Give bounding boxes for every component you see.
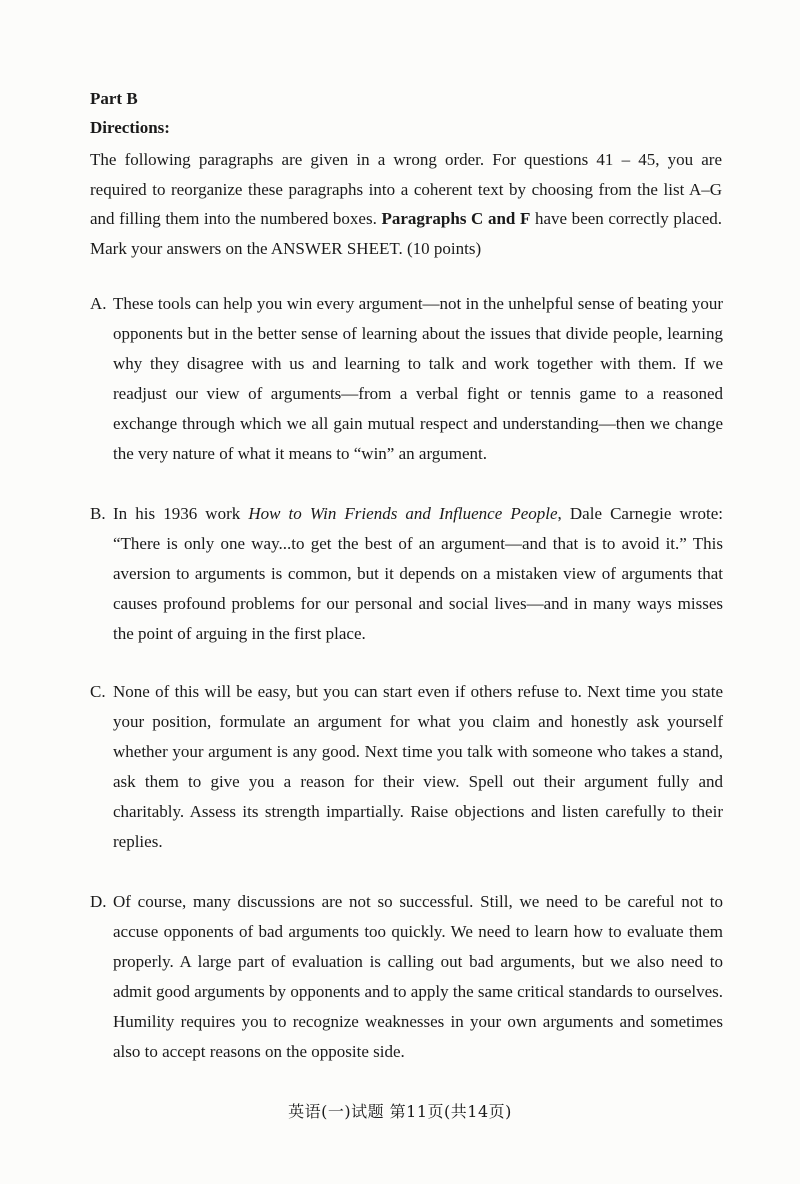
paragraph-d-letter: D. — [90, 892, 107, 911]
directions-label: Directions: — [90, 118, 170, 137]
directions-bold-text: Paragraphs C and F — [381, 209, 531, 228]
part-title: Part B — [90, 89, 138, 108]
page-footer: 英语(一)试题 第11页(共14页) — [288, 1102, 512, 1121]
paragraph-c-text: None of this will be easy, but you can start even if others refuse to. Next time you state your position, formulate an argument for what you claim and honestly ask yourself whether your argument is any good. Next time you talk with someone who takes a stand, ask them to give you a reason for their view. Spell out their argument fully and charitably. Assess its strength impartially. Raise objections and listen carefully to their replies. — [113, 682, 723, 851]
paragraph-d — [90, 887, 723, 1067]
paragraph-a — [90, 289, 723, 469]
paragraph-a-letter: A. — [90, 294, 107, 313]
paragraph-b — [90, 499, 723, 649]
paragraph-b-text — [113, 499, 723, 649]
directions-text-start: The following paragraphs are given in a wrong order. For questions 41 – 45, you are required to reorganize these paragraphs into a coherent text by choosing from the list A–G and filling them into the numbered boxes. — [90, 150, 722, 228]
directions-text-end: have been correctly placed. Mark your answers on the ANSWER SHEET. (10 points) — [90, 209, 722, 258]
paragraph-c — [90, 677, 723, 857]
paragraph-c-letter: C. — [90, 682, 106, 701]
paragraph-d-text: Of course, many discussions are not so successful. Still, we need to be careful not to accuse opponents of bad arguments too quickly. We need to learn how to evaluate them properly. A large part of evaluation is calling out bad arguments, but we also need to admit good arguments by opponents and to apply the same critical standards to ourselves. Humility requires you to recognize weaknesses in your own arguments and sometimes also to accept reasons on the opposite side. — [113, 892, 723, 1061]
paragraph-a-text: These tools can help you win every argument—not in the unhelpful sense of beating your opponents but in the better sense of learning about the issues that divide people, learning why they disagree with us and learning to talk and work together with them. If we readjust our view of arguments—from a verbal fight or tennis game to a reasoned exchange through which we all gain mutual respect and understanding—then we change the very nature of what it means to “win” an argument. — [113, 294, 723, 463]
paragraph-b-letter: B. — [90, 504, 106, 523]
paragraph-b-book-title: How to Win Friends and Influence People — [248, 504, 558, 523]
directions-text — [90, 145, 722, 263]
paragraph-b-text-start: In his 1936 work — [113, 504, 249, 523]
paragraph-b-text-end: , Dale Carnegie wrote: “There is only one way...to get the best of an argument—and that is to avoid it.” This aversion to arguments is common, but it depends on a mistaken view of arguments that causes profound problems for our personal and social lives—and in many ways misses the point of arguing in the first place. — [113, 504, 723, 643]
